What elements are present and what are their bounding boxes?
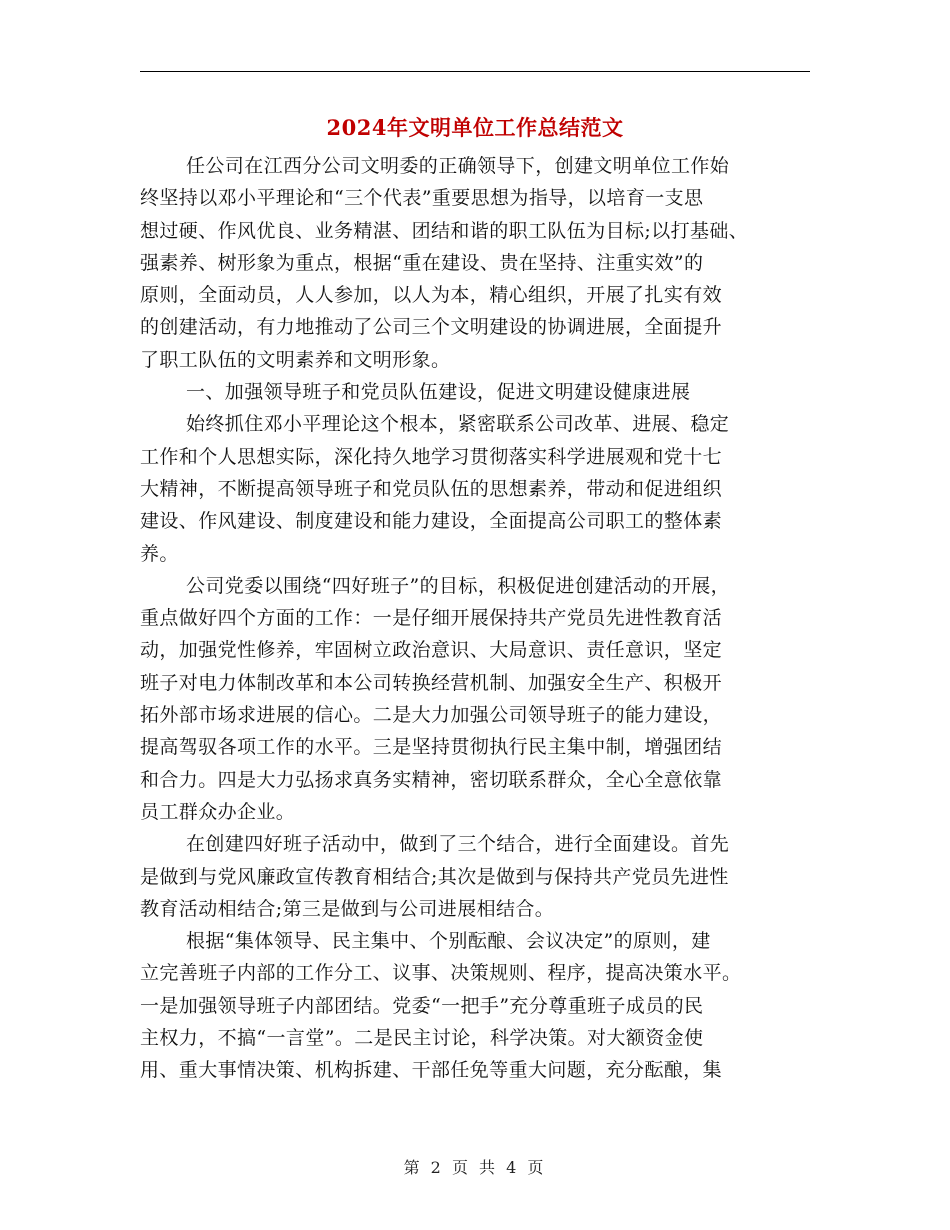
text-line: 原则，全面动员，人人参加，以人为本，精心组织，开展了扎实有效	[140, 284, 723, 307]
text-line: 立完善班子内部的工作分工、议事、决策规则、程序，提高决策水平。	[140, 962, 742, 985]
text-line: 大精神，不断提高领导班子和党员队伍的思想素养，带动和促进组织	[140, 477, 723, 500]
page-footer: 第 2 页 共 4 页	[403, 1158, 547, 1177]
text-line: 用、重大事情决策、机构拆建、干部任免等重大问题，充分酝酿，集	[140, 1059, 723, 1082]
text-line: 了职工队伍的文明素养和文明形象。	[140, 348, 451, 371]
text-line: 教育活动相结合;第三是做到与公司进展相结合。	[140, 897, 555, 920]
document-title: 2024年文明单位工作总结范文	[326, 115, 624, 140]
text-line: 一是加强领导班子内部团结。党委“一把手”充分尊重班子成员的民	[140, 994, 704, 1017]
text-line: 重点做好四个方面的工作：一是仔细开展保持共产党员先进性教育活	[140, 607, 723, 630]
text-line: 想过硬、作风优良、业务精湛、团结和谐的职工队伍为目标;以打基础、	[140, 219, 749, 242]
text-line: 任公司在江西分公司文明委的正确领导下，创建文明单位工作始	[186, 155, 730, 177]
text-line: 的创建活动，有力地推动了公司三个文明建设的协调进展，全面提升	[140, 316, 723, 339]
text-line: 动，加强党性修养，牢固树立政治意识、大局意识、责任意识，坚定	[140, 639, 723, 662]
text-line: 是做到与党风廉政宣传教育相结合;其次是做到与保持共产党员先进性	[140, 865, 729, 888]
text-line: 建设、作风建设、制度建设和能力建设，全面提高公司职工的整体素	[140, 510, 723, 533]
text-line: 主权力，不搞“一言堂”。二是民主讨论，科学决策。对大额资金使	[140, 1027, 704, 1050]
text-line: 提高驾驭各项工作的水平。三是坚持贯彻执行民主集中制，增强团结	[140, 736, 723, 759]
text-line: 班子对电力体制改革和本公司转换经营机制、加强安全生产、积极开	[140, 671, 723, 694]
text-line: 员工群众办企业。	[140, 800, 296, 823]
text-line: 一、加强领导班子和党员队伍建设，促进文明建设健康进展	[186, 381, 691, 404]
text-line: 根据“集体领导、民主集中、个别酝酿、会议决定”的原则，建	[186, 930, 711, 953]
text-line: 拓外部市场求进展的信心。二是大力加强公司领导班子的能力建设，	[140, 704, 723, 727]
text-line: 工作和个人思想实际，深化持久地学习贯彻落实科学进展观和党十七	[140, 445, 723, 468]
header-rule	[140, 71, 810, 72]
text-line: 公司党委以围绕“四好班子”的目标，积极促进创建活动的开展，	[186, 574, 731, 597]
text-line: 在创建四好班子活动中，做到了三个结合，进行全面建设。首先	[186, 833, 730, 856]
text-line: 始终抓住邓小平理论这个根本，紧密联系公司改革、进展、稳定	[186, 413, 730, 436]
text-line: 强素养、树形象为重点，根据“重在建设、贵在坚持、注重实效”的	[140, 251, 704, 274]
text-line: 和合力。四是大力弘扬求真务实精神，密切联系群众，全心全意依靠	[140, 768, 723, 791]
text-line: 养。	[140, 542, 179, 565]
document-body	[140, 150, 830, 1087]
text-line: 终坚持以邓小平理论和“三个代表”重要思想为指导，以培育一支思	[140, 187, 704, 210]
